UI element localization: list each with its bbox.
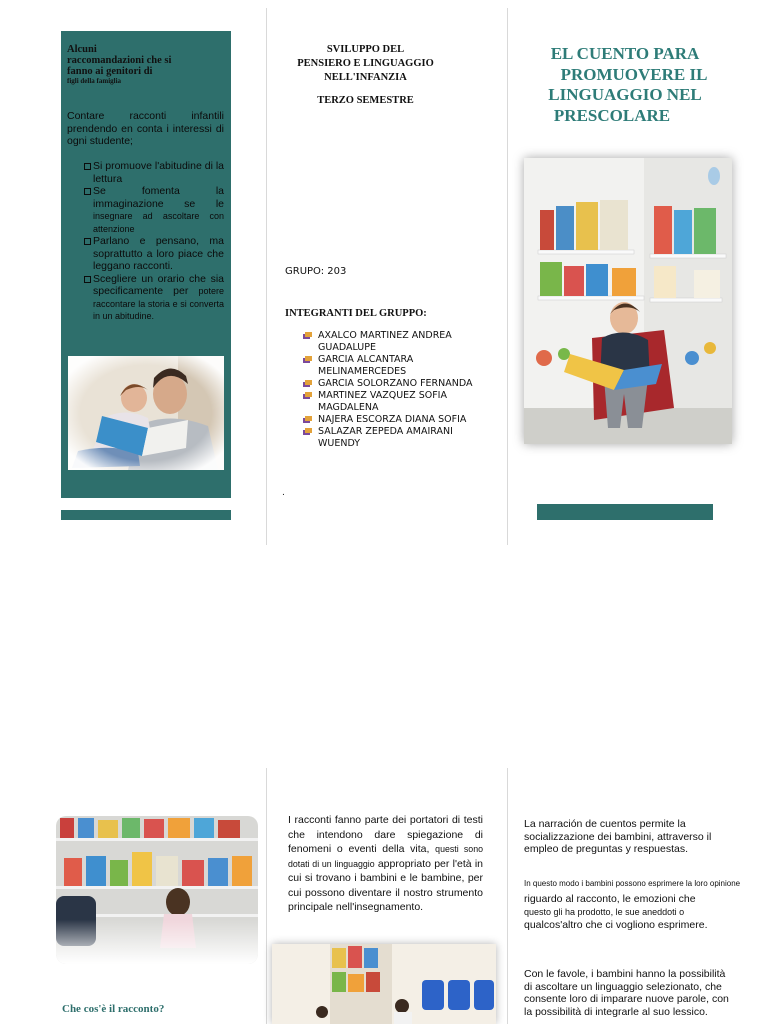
arrow-bullet-icon xyxy=(303,332,312,340)
checkbox-bullet-icon xyxy=(84,188,91,195)
column-divider xyxy=(507,8,508,545)
arrow-bullet-icon xyxy=(303,428,312,436)
members-list xyxy=(303,330,473,450)
story-description: I racconti fanno parte dei portatori di testi che intendono dare spiegazione di fenomeni o eventi della vita, questi sono dotati di un linguaggio appropriato per l'età in cui si trovano i bambini e le bambine, per cui possono diventare il nostro strumento principale nell'insegnamento. xyxy=(288,814,483,913)
list-item: GARCIA ALCANTARA MELINAMERCEDES xyxy=(303,354,473,378)
column-divider xyxy=(507,768,508,1024)
narration-paragraph: La narración de cuentos permite la socializzazione dei bambini, attraverso il empleo de preguntas y respuestas. xyxy=(524,818,712,855)
checkbox-bullet-icon xyxy=(84,238,91,245)
library-image xyxy=(272,944,496,1024)
child-reading-image xyxy=(524,158,732,444)
column-divider xyxy=(266,8,267,545)
list-item: SALAZAR ZEPEDA AMAIRANI WUENDY xyxy=(303,426,473,450)
group-number: GRUPO: 203 xyxy=(285,266,347,277)
list-item: AXALCO MARTINEZ ANDREA GUADALUPE xyxy=(303,330,473,354)
bookshelf-image xyxy=(56,816,258,964)
arrow-bullet-icon xyxy=(303,392,312,400)
recommendations-intro: Contare racconti infantili prendendo en conta i interessi di ogni studente; xyxy=(67,110,224,147)
recommendations-heading: Alcuni raccomandazioni che si fanno ai genitori di figli della famiglia xyxy=(67,44,172,85)
arrow-bullet-icon xyxy=(303,380,312,388)
checkbox-bullet-icon xyxy=(84,163,91,170)
recommendations-list xyxy=(84,160,224,323)
list-item: Se fomenta la immaginazione se le insegnare ad ascoltare con attenzione xyxy=(84,185,224,235)
list-item: Scegliere un orario che sia specificamente per potere raccontare la storia e si converta in un abitudine. xyxy=(84,273,224,323)
list-item: Si promuove l'abitudine di la lettura xyxy=(84,160,224,185)
child-reading-photo xyxy=(524,158,732,444)
left-panel-footer-bar xyxy=(61,510,231,520)
father-reading-photo xyxy=(68,356,224,470)
list-item: MARTINEZ VAZQUEZ SOFIA MAGDALENA xyxy=(303,390,473,414)
right-panel-footer-bar xyxy=(537,504,713,520)
list-item: GARCIA SOLORZANO FERNANDA xyxy=(303,378,473,390)
column-divider xyxy=(266,768,267,1024)
fables-paragraph: Con le favole, i bambini hanno la possibilità di ascoltare un linguaggio selezionato, che consente loro di imparare nuove parole, con la possibilità di integrarle al suo lessico. xyxy=(524,968,729,1018)
course-title: SVILUPPO DEL PENSIERO E LINGUAGGIO NELL'INFANZIA xyxy=(297,44,434,83)
emotions-paragraph: riguardo al racconto, le emozioni che questo gli ha prodotto, le sue aneddoti o qualcos'altro che ci vogliono esprimere. xyxy=(524,893,708,931)
stray-dot: . xyxy=(282,488,285,498)
library-children-photo xyxy=(272,944,496,1024)
list-item: NAJERA ESCORZA DIANA SOFIA xyxy=(303,414,473,426)
brochure-title: EL CUENTO PARA PROMUOVERE IL LINGUAGGIO NEL PRESCOLARE xyxy=(548,44,708,125)
section-title: Che cos'è il racconto? xyxy=(62,1003,165,1015)
checkbox-bullet-icon xyxy=(84,276,91,283)
members-heading: INTEGRANTI DEL GRUPPO: xyxy=(285,308,427,319)
arrow-bullet-icon xyxy=(303,356,312,364)
father-reading-image xyxy=(68,356,224,470)
semester-label: TERZO SEMESTRE xyxy=(317,95,414,106)
classroom-bookshelf-photo xyxy=(56,816,258,964)
opinion-line: In questo modo i bambini possono esprimere la loro opinione xyxy=(524,879,741,888)
list-item: Parlano e pensano, ma soprattutto a loro piace che leggano racconti. xyxy=(84,235,224,273)
arrow-bullet-icon xyxy=(303,416,312,424)
